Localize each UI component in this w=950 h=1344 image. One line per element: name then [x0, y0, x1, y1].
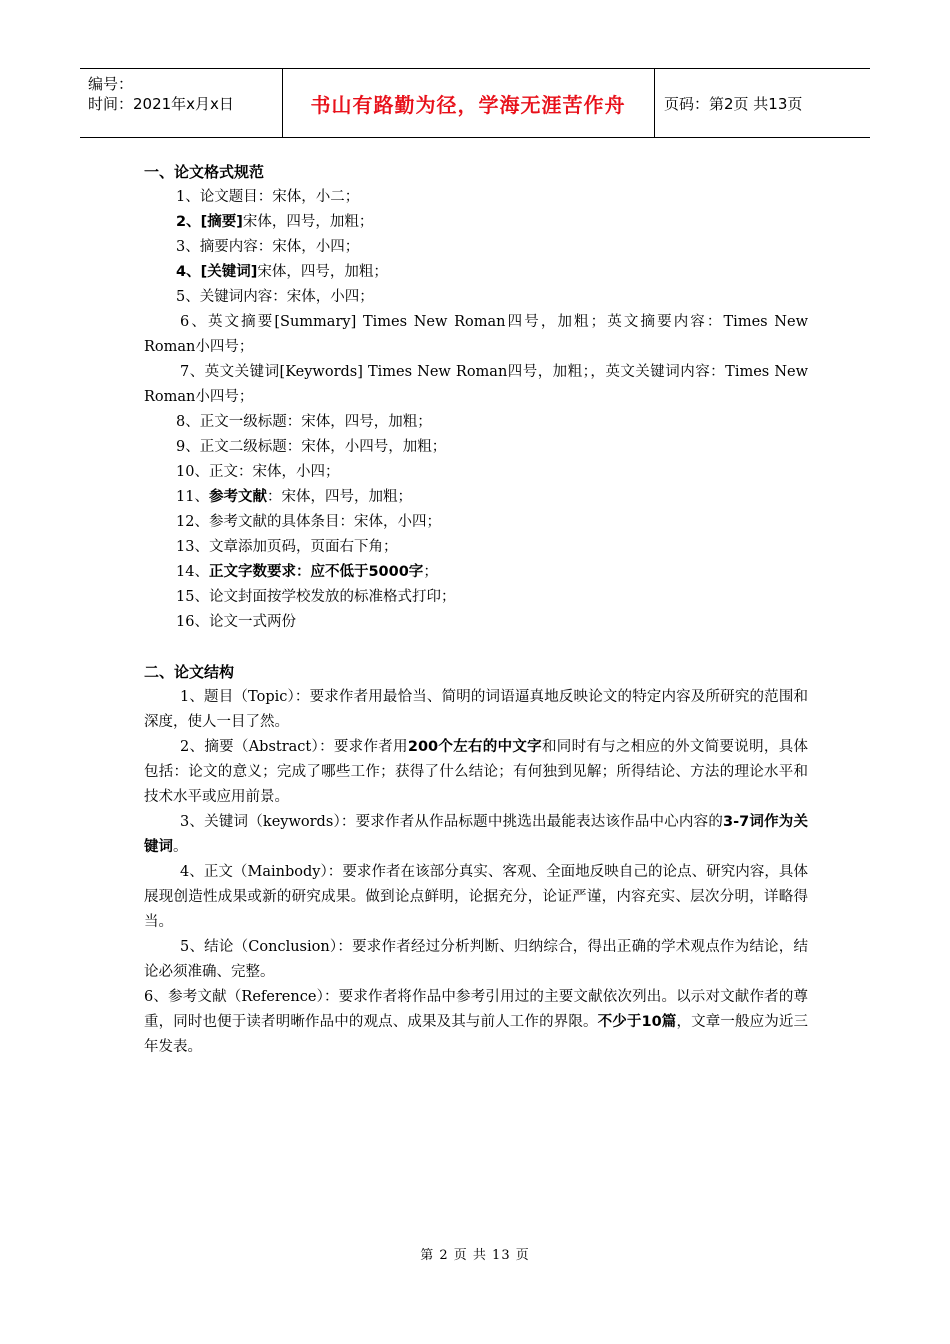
paragraph-text: 。	[173, 839, 188, 855]
list-item: 8、正文一级标题：宋体，四号，加粗；	[176, 414, 432, 430]
list-item: 7、英文关键词[Keywords] Times New Roman四号，加粗；，英文关键词内容：Times New Roman小四号；	[144, 364, 808, 405]
structure-paragraph: 4、正文（Mainbody）：要求作者在该部分真实、客观、全面地反映自己的论点、研究内容，具体展现创造性成果或新的研究成果。做到论点鲜明，论据充分，论证严谨，内容充实、层次分明，详略得当。	[144, 864, 808, 930]
list-item: 13、文章添加页码，页面右下角；	[176, 539, 398, 555]
item-text: 11、	[176, 489, 209, 505]
item-text: 宋体，四号，加粗；	[257, 264, 388, 280]
number-label: 编号：	[88, 75, 134, 93]
list-item: 5、关键词内容：宋体，小四；	[176, 289, 374, 305]
structure-paragraph: 5、结论（Conclusion）：要求作者经过分析判断、归纳综合，得出正确的学术观点作为结论，结论必须准确、完整。	[144, 939, 808, 980]
paragraph-text: 2、摘要（Abstract）：要求作者用	[180, 739, 408, 755]
list-item: 15、论文封面按学校发放的标准格式打印；	[176, 589, 456, 605]
page-header	[80, 68, 870, 138]
list-item: 12、参考文献的具体条目：宋体，小四；	[176, 514, 441, 530]
list-item: 3、摘要内容：宋体，小四；	[176, 239, 360, 255]
section-gap	[144, 635, 808, 660]
list-item	[144, 260, 808, 285]
list-item: 9、正文二级标题：宋体，小四号，加粗；	[176, 439, 447, 455]
structure-paragraph	[144, 985, 808, 1060]
bold-text: 4、[关键词]	[176, 264, 258, 280]
paragraph-text: 3、关键词（keywords）：要求作者从作品标题中挑选出最能表达该作品中心内容的	[180, 814, 724, 830]
list-item: 6、英文摘要[Summary] Times New Roman四号，加粗；英文摘要内容：Times New Roman小四号；	[144, 314, 808, 355]
header-motto: 书山有路勤为径，学海无涯苦作舟	[282, 69, 655, 137]
list-item	[144, 485, 808, 510]
structure-paragraph	[144, 735, 808, 810]
bold-text: 200个左右的中文字	[407, 739, 542, 755]
page-footer: 第 2 页 共 13 页	[420, 1248, 530, 1263]
paragraph-text: ，文章一般应为近三年发表。	[144, 1014, 808, 1055]
item-text: 14、	[176, 564, 209, 580]
item-text: ：宋体，四号，加粗；	[266, 489, 412, 505]
paragraph-text: 6、参考文献（Reference）：要求作者将作品中参考引用过的主要文献依次列出。以示对文献作者的尊重，同时也便于读者明晰作品中的观点、成果及其与前人工作的界限。	[144, 989, 808, 1030]
item-text: ；	[423, 564, 438, 580]
bold-text: 不少于10篇	[597, 1014, 677, 1030]
list-item: 10、正文：宋体，小四；	[176, 464, 340, 480]
list-item: 16、论文一式两份	[176, 614, 296, 630]
section-title-structure: 二、论文结构	[144, 663, 235, 681]
bold-text: 3-7词作为关键词	[144, 814, 808, 855]
section-title-format: 一、论文格式规范	[144, 163, 265, 181]
list-item	[144, 560, 808, 585]
time-label: 时间：2021年x月x日	[88, 95, 234, 113]
bold-text: 2、[摘要]	[176, 214, 243, 230]
paragraph-text: 和同时有与之相应的外文简要说明，具体包括：论文的意义；完成了哪些工作；获得了什么结论；有何独到见解；所得结论、方法的理论水平和技术水平或应用前景。	[144, 739, 808, 805]
bold-text: 参考文献	[208, 489, 267, 505]
page-info: 页码：第2页 共13页	[664, 94, 803, 113]
bold-text: 正文字数要求：应不低于5000字	[208, 564, 424, 580]
structure-paragraph: 1、题目（Topic）：要求作者用最恰当、简明的词语逼真地反映论文的特定内容及所研究的范围和深度，使人一目了然。	[144, 689, 808, 730]
item-text: 宋体，四号，加粗；	[242, 214, 374, 230]
header-right-cell	[655, 69, 870, 137]
header-left-cell	[80, 69, 283, 137]
list-item	[144, 210, 808, 235]
structure-paragraph	[144, 810, 808, 860]
document-body	[144, 160, 808, 1060]
list-item: 1、论文题目：宋体，小二；	[176, 189, 360, 205]
